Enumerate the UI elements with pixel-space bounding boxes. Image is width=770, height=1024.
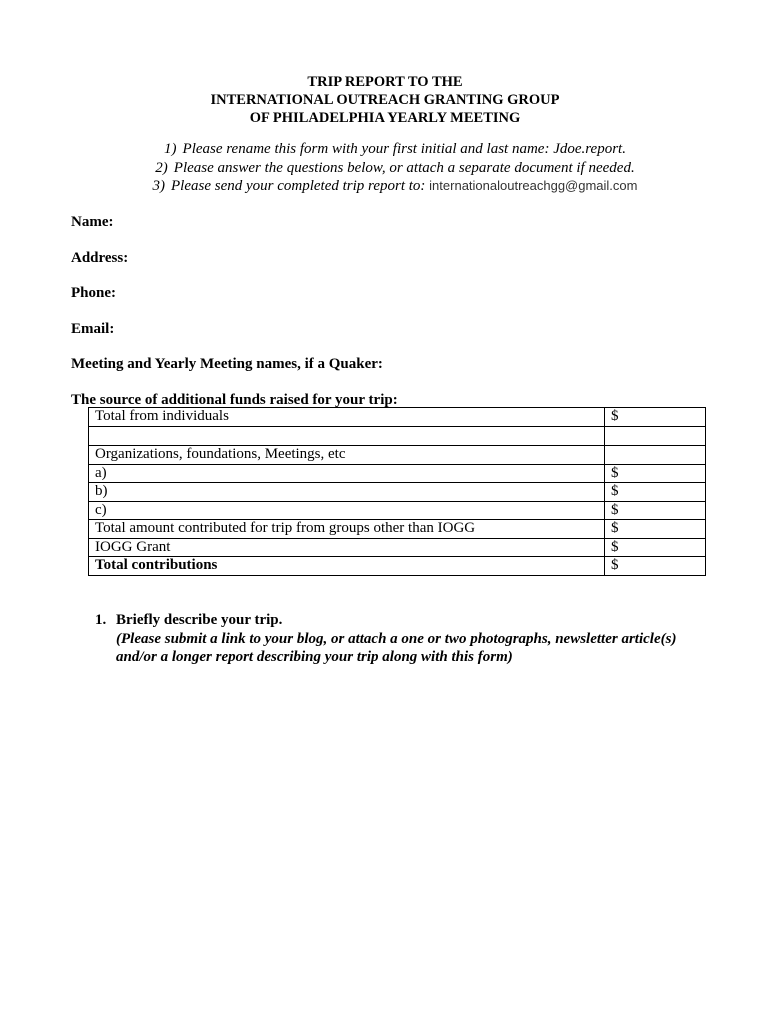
funds-heading: The source of additional funds raised for your trip:: [71, 392, 398, 408]
table-row: [89, 408, 706, 427]
table-row: [89, 520, 706, 539]
funds-table: [88, 407, 706, 576]
instruction-text: Please answer the questions below, or attach a separate document if needed.: [173, 159, 635, 176]
table-cell-label: [89, 426, 605, 446]
table-row: [89, 538, 706, 557]
table-row: [89, 426, 706, 446]
meeting-names-label: Meeting and Yearly Meeting names, if a Quaker:: [71, 356, 383, 372]
question-title-text: Briefly describe your trip.: [116, 612, 283, 628]
email-label: Email:: [71, 321, 115, 337]
table-cell-amount[interactable]: $: [605, 483, 706, 502]
question-note-line-1: (Please submit a link to your blog, or attach a one or two photographs, newsletter article(s): [116, 630, 677, 647]
table-cell-label: IOGG Grant: [89, 538, 605, 557]
table-cell-label: Total contributions: [89, 557, 605, 576]
table-row: [89, 446, 706, 465]
table-cell-label: b): [89, 483, 605, 502]
table-cell-amount[interactable]: $: [605, 501, 706, 520]
contact-email-link[interactable]: internationaloutreachgg@gmail.com: [429, 178, 638, 193]
table-cell-label: a): [89, 464, 605, 483]
table-cell-amount[interactable]: $: [605, 464, 706, 483]
question-note-line-2: and/or a longer report describing your trip along with this form): [116, 649, 513, 665]
phone-label: Phone:: [71, 285, 116, 301]
table-row: [89, 501, 706, 520]
instruction-item: [0, 140, 770, 159]
table-cell-label: c): [89, 501, 605, 520]
title-line-3: OF PHILADELPHIA YEARLY MEETING: [249, 110, 521, 126]
table-cell-amount[interactable]: $: [605, 408, 706, 427]
table-cell-amount[interactable]: [605, 426, 706, 446]
table-row: [89, 483, 706, 502]
question-title: [95, 611, 715, 630]
table-cell-label: Organizations, foundations, Meetings, etc: [89, 446, 605, 465]
document-title: [0, 73, 770, 127]
table-cell-amount[interactable]: $: [605, 557, 706, 576]
instruction-number: 3): [152, 178, 166, 194]
instruction-text: Please send your completed trip report to:: [171, 178, 426, 194]
table-cell-amount[interactable]: $: [605, 538, 706, 557]
instructions-list: [0, 140, 770, 196]
instruction-item: [0, 177, 770, 196]
name-label: Name:: [71, 214, 114, 230]
instruction-number: 1): [164, 141, 177, 157]
title-line-1: TRIP REPORT TO THE: [307, 74, 463, 90]
table-cell-label: Total from individuals: [89, 408, 605, 427]
table-cell-amount[interactable]: $: [605, 520, 706, 539]
table-row: [89, 464, 706, 483]
title-line-2: INTERNATIONAL OUTREACH GRANTING GROUP: [210, 92, 560, 108]
table-row: [89, 557, 706, 576]
question-1: [95, 611, 715, 667]
question-number: 1.: [95, 612, 107, 628]
instruction-item: [0, 159, 770, 178]
table-cell-label: Total amount contributed for trip from groups other than IOGG: [89, 520, 605, 539]
instruction-number: 2): [155, 159, 168, 176]
address-label: Address:: [71, 250, 129, 266]
instruction-text: Please rename this form with your first initial and last name: Jdoe.report.: [182, 141, 626, 157]
table-cell-amount: [605, 446, 706, 465]
